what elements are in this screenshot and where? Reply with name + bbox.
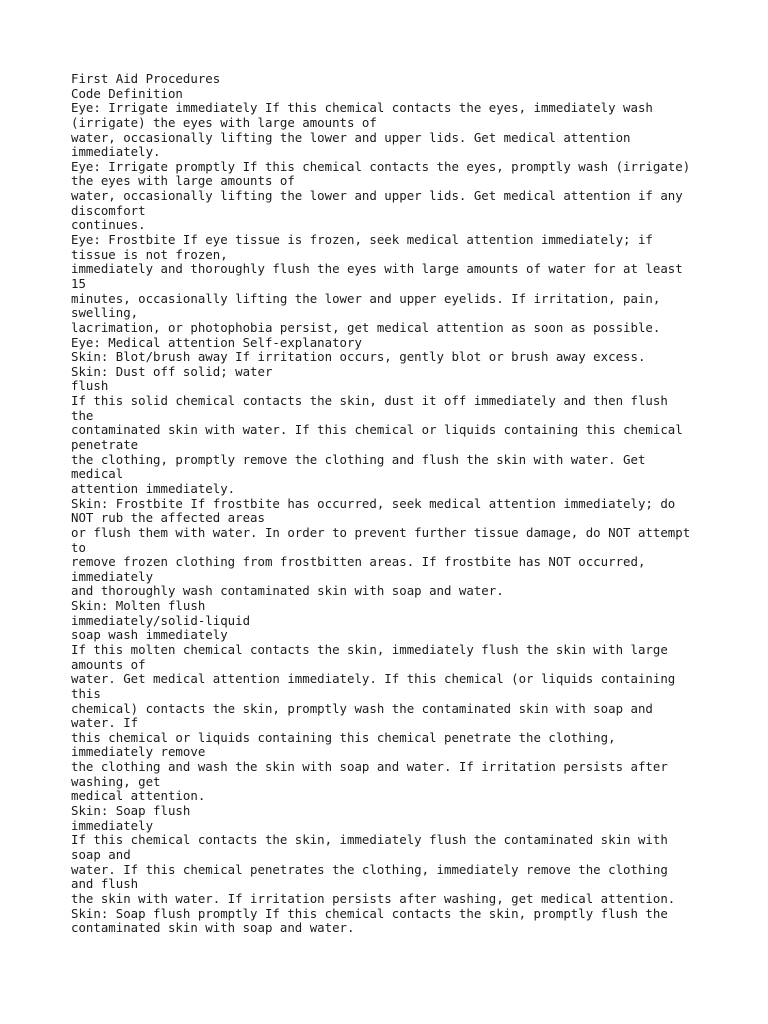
text-line: and thoroughly wash contaminated skin with soap and water.: [71, 583, 504, 599]
text-line: water, occasionally lifting the lower and upper lids. Get medical attention if any: [71, 188, 683, 204]
text-line: Skin: Blot/brush away If irritation occurs, gently blot or brush away excess.: [71, 349, 646, 365]
text-line: the eyes with large amounts of: [71, 173, 295, 189]
text-line: immediately/solid-liquid: [71, 612, 251, 628]
text-line: Eye: Irrigate promptly If this chemical contacts the eyes, promptly wash (irrigate): [71, 158, 691, 174]
text-line: minutes, occasionally lifting the lower and upper eyelids. If irritation, pain,: [71, 290, 661, 306]
text-line: immediately.: [71, 144, 161, 160]
text-line: contaminated skin with water. If this chemical or liquids containing this chemical: [71, 422, 683, 438]
text-line: this: [71, 685, 101, 701]
text-line: swelling,: [71, 305, 139, 321]
text-line: Eye: Irrigate immediately If this chemical contacts the eyes, immediately wash: [71, 100, 653, 116]
text-line: If this chemical contacts the skin, immediately flush the contaminated skin with: [71, 832, 668, 848]
text-line: to: [71, 539, 86, 555]
text-line: Skin: Dust off solid; water: [71, 363, 273, 379]
text-line: washing, get: [71, 773, 161, 789]
text-line: soap and: [71, 846, 131, 862]
text-line: the clothing and wash the skin with soap and water. If irritation persists after: [71, 759, 668, 775]
text-line: amounts of: [71, 656, 146, 672]
text-line: (irrigate) the eyes with large amounts of: [71, 114, 377, 130]
text-line: lacrimation, or photophobia persist, get medical attention as soon as possible.: [71, 319, 661, 335]
text-line: Skin: Soap flush promptly If this chemical contacts the skin, promptly flush the: [71, 905, 668, 921]
text-line: contaminated skin with soap and water.: [71, 920, 355, 936]
text-line: flush: [71, 378, 109, 394]
text-line: attention immediately.: [71, 480, 236, 496]
text-line: Skin: Soap flush: [71, 803, 191, 819]
text-line: Eye: Frostbite If eye tissue is frozen, seek medical attention immediately; if: [71, 232, 653, 248]
text-line: Eye: Medical attention Self-explanatory: [71, 334, 362, 350]
text-line: remove frozen clothing from frostbitten areas. If frostbite has NOT occurred,: [71, 554, 646, 570]
text-line: chemical) contacts the skin, promptly wash the contaminated skin with soap and: [71, 700, 653, 716]
text-line: immediately: [71, 568, 154, 584]
text-line: the: [71, 407, 94, 423]
text-line: or flush them with water. In order to prevent further tissue damage, do NOT attempt: [71, 524, 691, 540]
text-line: the skin with water. If irritation persists after washing, get medical attention.: [71, 890, 676, 906]
text-line: water. Get medical attention immediately. If this chemical (or liquids containing: [71, 671, 676, 687]
text-line: this chemical or liquids containing this chemical penetrate the clothing,: [71, 729, 616, 745]
text-line: discomfort: [71, 202, 146, 218]
text-line: Skin: Molten flush: [71, 598, 206, 614]
document-title: First Aid Procedures: [71, 71, 221, 86]
text-line: water, occasionally lifting the lower and upper lids. Get medical attention: [71, 129, 631, 145]
text-line: the clothing, promptly remove the clothing and flush the skin with water. Get: [71, 451, 646, 467]
text-line: NOT rub the affected areas: [71, 510, 265, 526]
text-line: medical attention.: [71, 788, 206, 804]
table-header: Code Definition: [71, 85, 183, 101]
text-line: Skin: Frostbite If frostbite has occurred, seek medical attention immediately; do: [71, 495, 676, 511]
document-page: [71, 72, 711, 936]
text-line: If this solid chemical contacts the skin, dust it off immediately and then flush: [71, 393, 668, 409]
text-line: immediately remove: [71, 744, 206, 760]
text-line: medical: [71, 466, 124, 482]
text-line: If this molten chemical contacts the skin, immediately flush the skin with large: [71, 641, 668, 657]
text-line: water. If: [71, 715, 139, 731]
text-line: immediately: [71, 817, 154, 833]
text-line: water. If this chemical penetrates the clothing, immediately remove the clothing: [71, 861, 668, 877]
text-line: soap wash immediately: [71, 627, 228, 643]
text-line: and flush: [71, 876, 139, 892]
text-line: tissue is not frozen,: [71, 246, 228, 262]
text-line: immediately and thoroughly flush the eyes with large amounts of water for at least: [71, 261, 683, 277]
text-line: 15: [71, 275, 86, 291]
text-line: continues.: [71, 217, 146, 233]
text-line: penetrate: [71, 437, 139, 453]
